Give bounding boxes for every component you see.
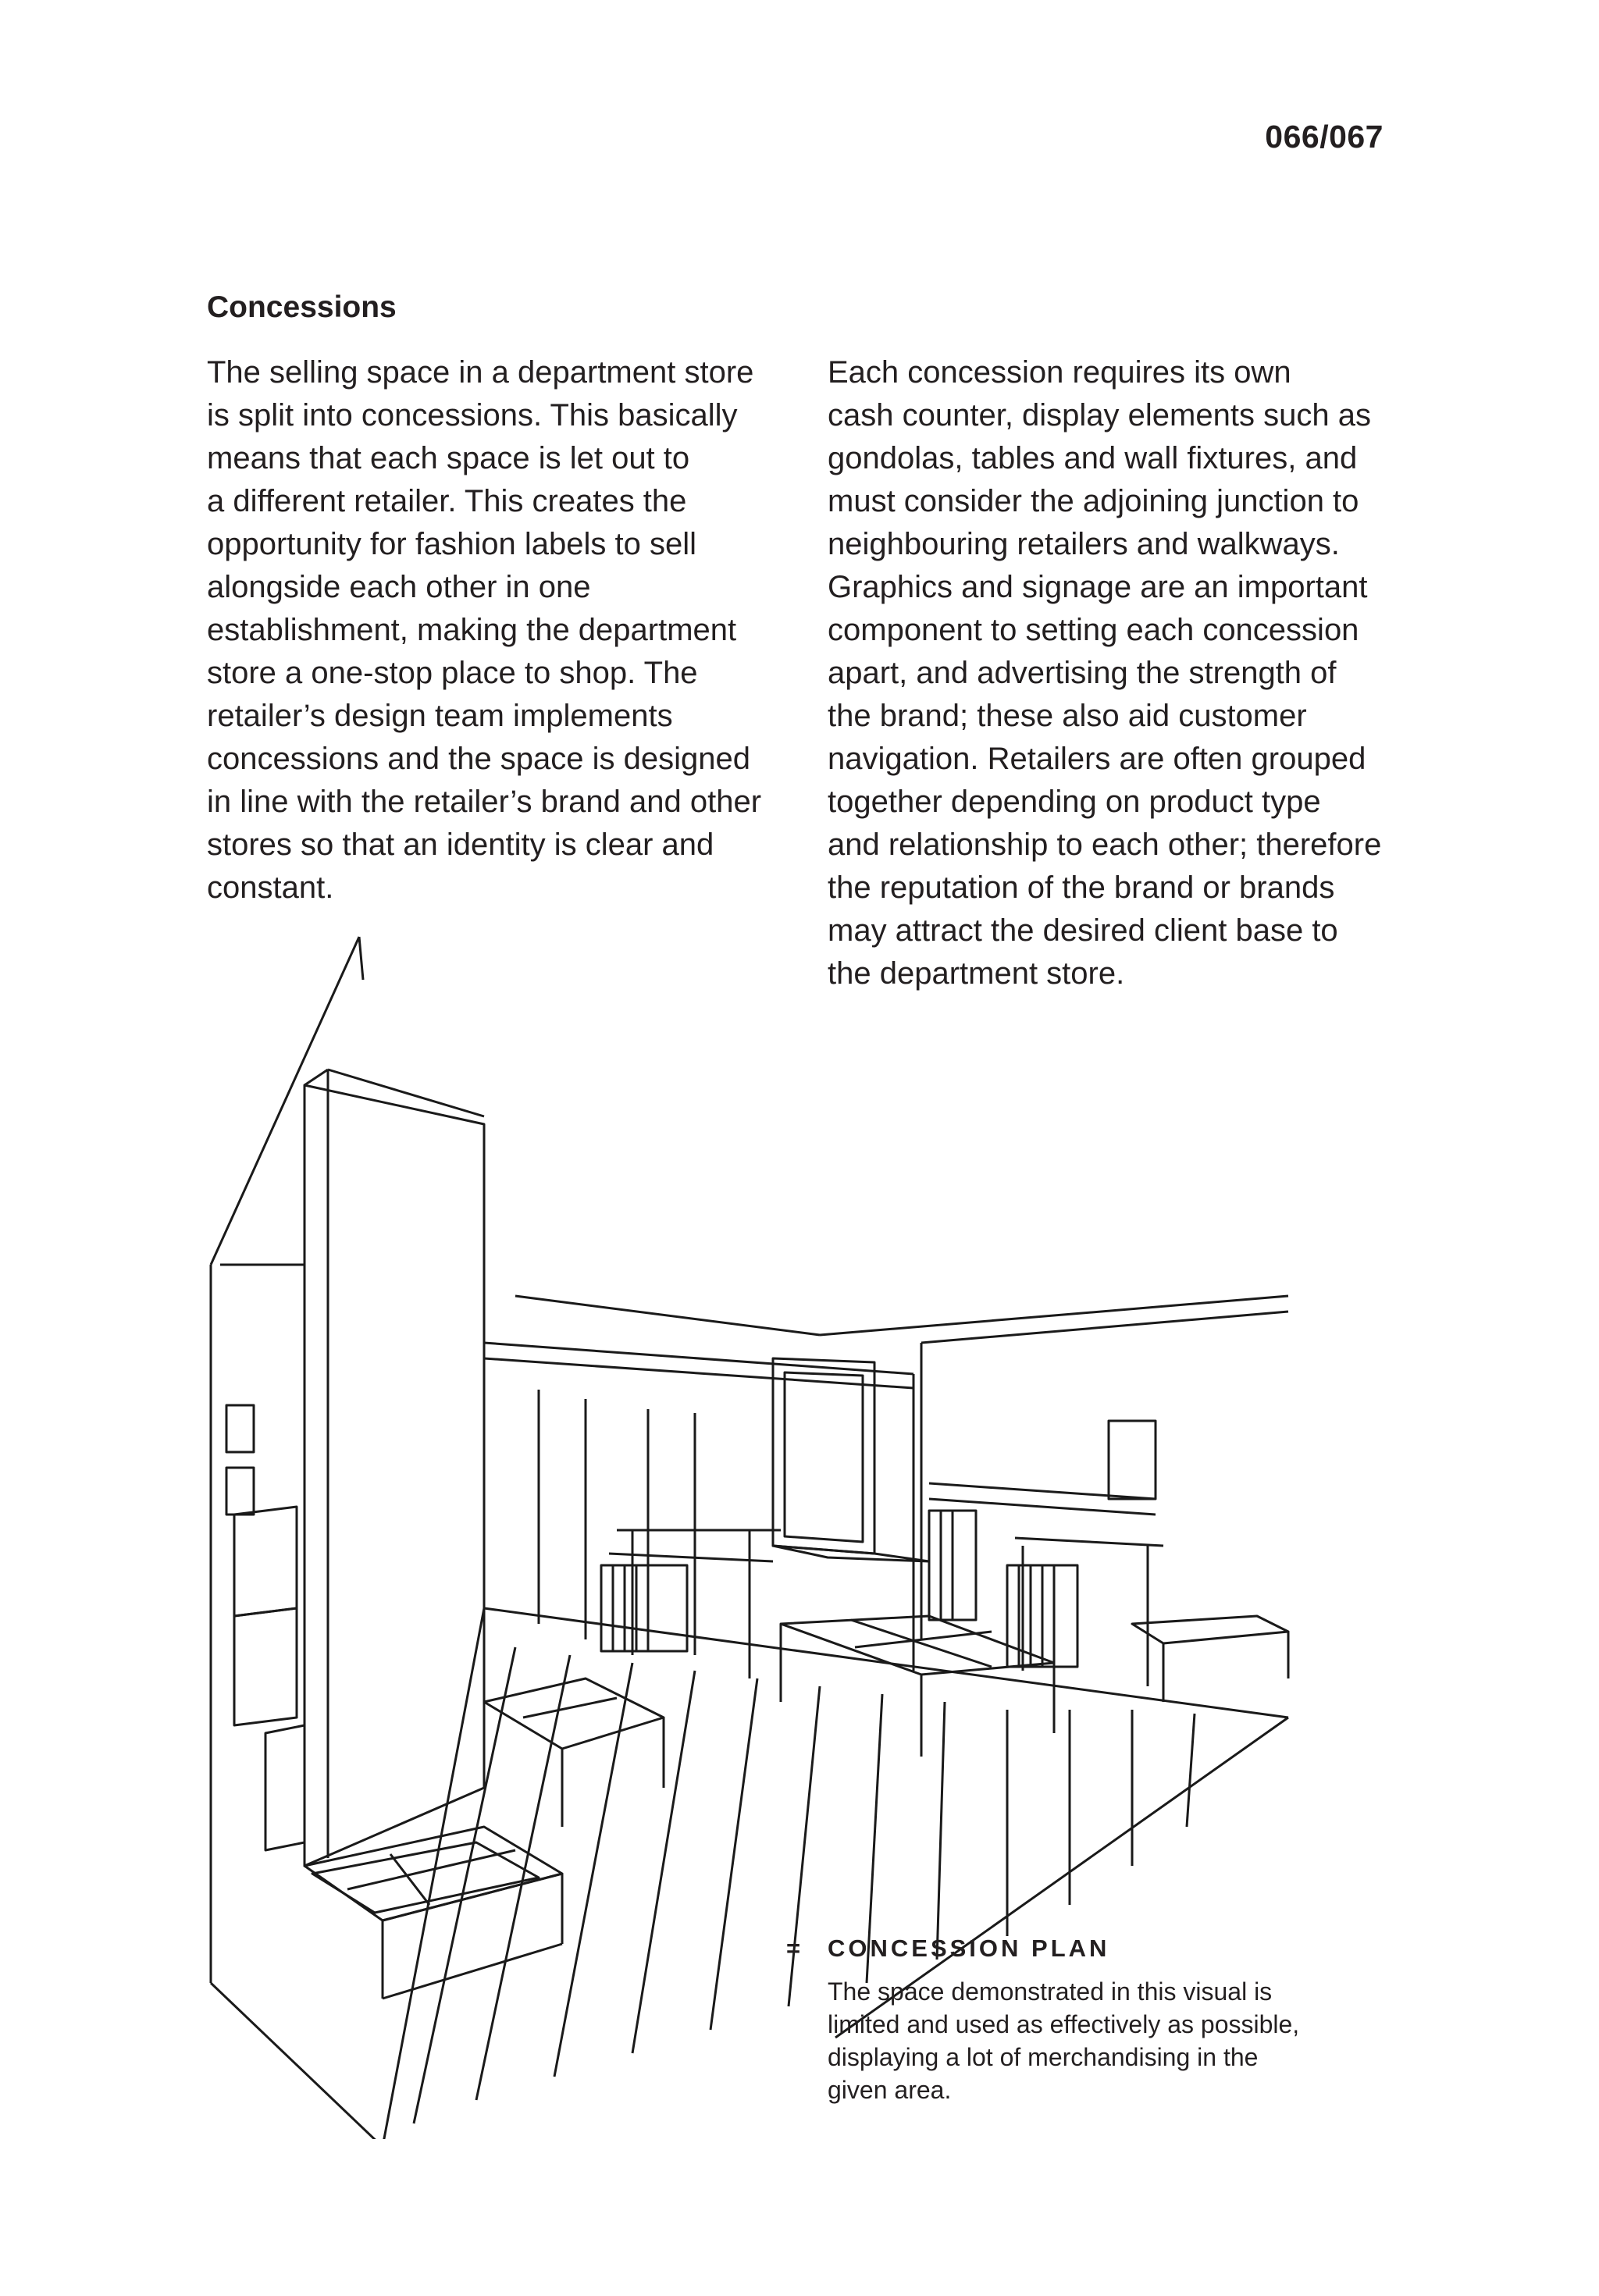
text-line: Graphics and signage are an important [828,570,1368,604]
text-line: alongside each other in one [207,570,591,604]
text-line: may attract the desired client base to [828,913,1338,948]
text-line: concessions and the space is designed [207,742,751,776]
text-line: apart, and advertising the strength of [828,656,1337,690]
text-line: a different retailer. This creates the [207,484,687,518]
page-number: 066/067 [1265,119,1384,155]
concession-plan-illustration [148,906,1312,2139]
text-line: constant. [207,870,334,905]
text-line: navigation. Retailers are often grouped [828,742,1366,776]
text-line: retailer’s design team implements [207,699,673,733]
caption-line: The space demonstrated in this visual is [828,1977,1273,2006]
text-line: must consider the adjoining junction to [828,484,1359,518]
text-line: and relationship to each other; therefore [828,828,1382,862]
caption-body [828,1975,1374,2106]
caption-line: displaying a lot of merchandising in the [828,2043,1259,2071]
caption-line: given area. [828,2076,952,2104]
text-line: cash counter, display elements such as [828,398,1371,433]
caption-title: CONCESSION PLAN [828,1935,1110,1962]
perspective-line-drawing [148,906,1312,2139]
text-line: The selling space in a department store [207,355,754,390]
text-line: the reputation of the brand or brands [828,870,1335,905]
text-line: establishment, making the department [207,613,737,647]
text-line: stores so that an identity is clear and [207,828,714,862]
text-line: the brand; these also aid customer [828,699,1307,733]
text-line: store a one-stop place to shop. The [207,656,698,690]
text-line: in line with the retailer’s brand and other [207,785,762,819]
text-line: opportunity for fashion labels to sell [207,527,697,561]
text-line: component to setting each concession [828,613,1359,647]
text-line: the department store. [828,956,1125,991]
section-heading: Concessions [207,290,397,324]
caption-line: limited and used as effectively as possible, [828,2010,1300,2038]
text-line: is split into concessions. This basically [207,398,738,433]
text-line: Each concession requires its own [828,355,1291,390]
body-column-right [828,351,1405,995]
text-line: gondolas, tables and wall fixtures, and [828,441,1358,475]
body-column-left [207,351,796,910]
caption-marker: = [786,1935,801,1962]
text-line: means that each space is let out to [207,441,690,475]
text-line: together depending on product type [828,785,1321,819]
text-line: neighbouring retailers and walkways. [828,527,1340,561]
